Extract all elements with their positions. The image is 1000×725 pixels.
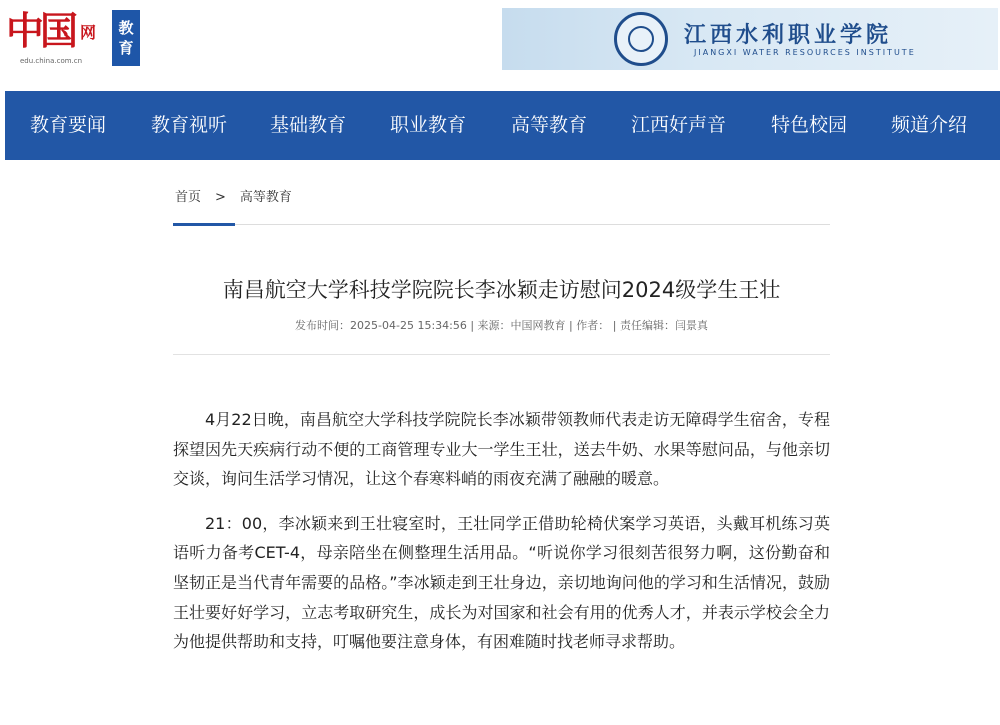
site-header	[0, 0, 1000, 90]
logo-url-text: edu.china.com.cn	[20, 57, 83, 65]
breadcrumb-home[interactable]: 首页	[175, 190, 202, 205]
article-paragraph: 21：00，李冰颖来到王壮寝室时，王壮同学正借助轮椅伏案学习英语，头戴耳机练习英语听力备考CET-4，母亲陪坐在侧整理生活用品。“听说你学习很刻苦很努力啊，这份勤奋和坚韧正是当代青年需要的品格。”李冰颖走到王壮身边，亲切地询问他的学习和生活情况，鼓励王壮要好好学习，立志考取研究生，成长为对国家和社会有用的优秀人才，并表示学校会全力为他提供帮助和支持，叮嘱他要注意身体，有困难随时找老师寻求帮助。	[173, 513, 830, 652]
nav-item-about[interactable]: 频道介绍	[891, 114, 968, 136]
breadcrumb-current[interactable]: 高等教育	[239, 190, 292, 205]
banner-subtitle: JIANGXI WATER RESOURCES INSTITUTE	[694, 48, 916, 57]
edu-badge	[112, 10, 140, 66]
article-title: 南昌航空大学科技学院院长李冰颖走访慰问2024级学生王壮	[222, 278, 781, 303]
nav-item-vocational-edu[interactable]: 职业教育	[390, 114, 467, 136]
institute-seal-icon	[614, 12, 668, 66]
sponsor-banner[interactable]	[502, 8, 998, 70]
seal-inner-ring	[628, 26, 654, 52]
nav-item-campus[interactable]: 特色校园	[771, 114, 848, 136]
breadcrumb-divider	[173, 224, 830, 225]
breadcrumb	[175, 186, 292, 205]
article-body	[173, 405, 830, 672]
logo-net-text: 网	[80, 23, 97, 42]
main-nav	[5, 91, 1000, 160]
nav-item-basic-edu[interactable]: 基础教育	[270, 114, 347, 136]
edu-badge-char-1: 教	[118, 19, 134, 37]
article-meta: 发布时间：2025-04-25 15:34:56 | 来源：中国网教育 | 作者： | 责任编辑：闫景真	[295, 319, 708, 332]
breadcrumb-accent-bar	[173, 223, 235, 226]
nav-item-video[interactable]: 教育视听	[151, 114, 228, 136]
logo-main-text: 中国	[6, 8, 75, 53]
site-logo[interactable]	[6, 8, 136, 68]
edu-badge-char-2: 育	[118, 39, 134, 57]
nav-item-higher-edu[interactable]: 高等教育	[511, 114, 588, 136]
meta-divider	[173, 354, 830, 355]
breadcrumb-separator: >	[215, 190, 226, 205]
nav-item-news[interactable]: 教育要闻	[30, 114, 107, 136]
banner-title: 江西水利职业学院	[684, 22, 893, 48]
article-paragraph: 4月22日晚，南昌航空大学科技学院院长李冰颖带领教师代表走访无障碍学生宿舍，专程探望因先天疾病行动不便的工商管理专业大一学生王壮，送去牛奶、水果等慰问品，与他亲切交谈，询问生活学习情况，让这个春寒料峭的雨夜充满了融融的暖意。	[173, 410, 830, 489]
nav-item-jiangxi-voice[interactable]: 江西好声音	[631, 114, 727, 136]
